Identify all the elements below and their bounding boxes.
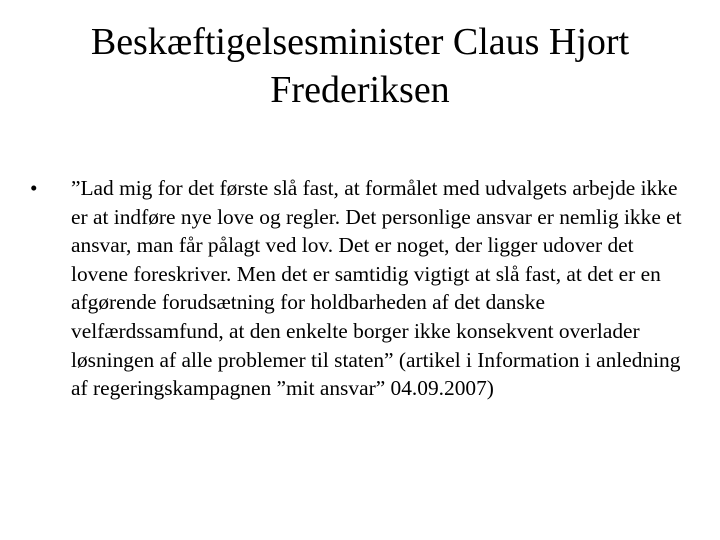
bullet-item [30, 174, 690, 403]
bullet-marker: • [30, 176, 38, 200]
bullet-list [30, 174, 690, 403]
quote-text: ”Lad mig for det første slå fast, at formålet med udvalgets arbejde ikke er at indføre nye love og regler. Det personlige ansvar er nemlig ikke et ansvar, man får pålagt ved lov. Det er noget, der ligger udover det lovene foreskriver. Men det er samtidig vigtigt at slå fast, at det er en afgørende forudsætning for holdbarheden af det danske velfærdssamfund, at den enkelte borger ikke konsekvent overlader løsningen af alle problemer til staten” (artikel i Information i anledning af regeringskampagnen ”mit ansvar” 04.09.2007) [71, 176, 682, 401]
slide-title: Beskæftigelsesminister Claus Hjort Frederiksen [90, 21, 630, 111]
